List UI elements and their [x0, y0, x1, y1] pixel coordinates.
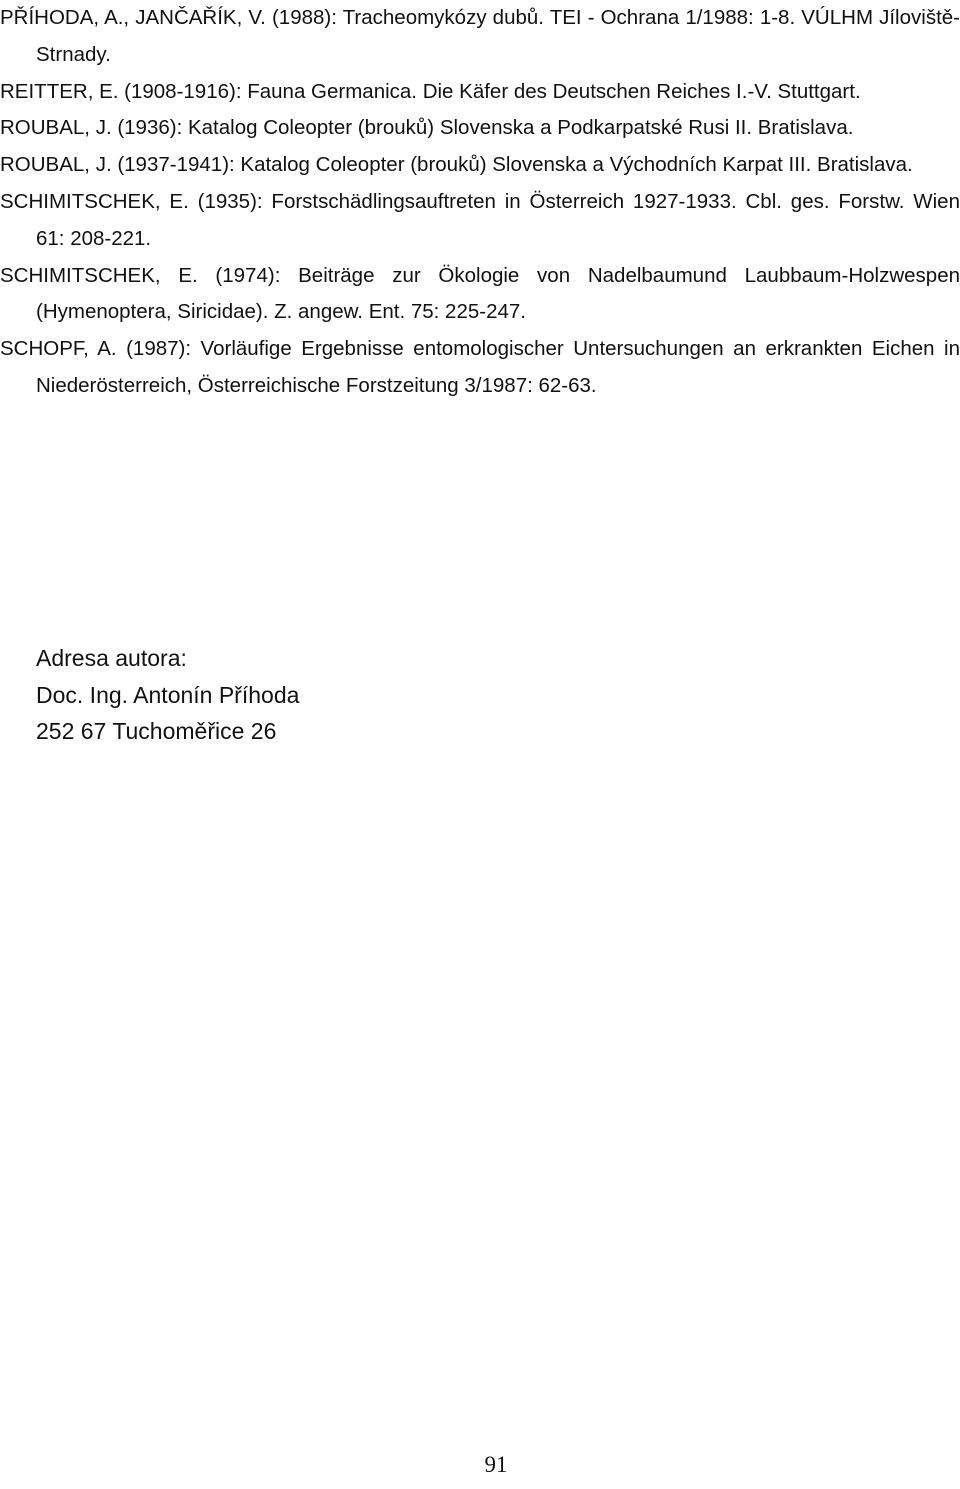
address-heading: Adresa autora:: [36, 645, 187, 671]
author-street-address: 252 67 Tuchoměřice 26: [36, 718, 277, 744]
reference-entry-prihoda-1988: PŘÍHODA, A., JANČAŘÍK, V. (1988): Tracheomykózy dubů. TEI - Ochrana 1/1988: 1-8. VÚLHM Jíloviště-Strnady.: [0, 6, 960, 66]
reference-entry-schimitschek-1935: SCHIMITSCHEK, E. (1935): Forstschädlingsauftreten in Österreich 1927-1933. Cbl. ges. Forstw. Wien 61: 208-221.: [0, 189, 960, 250]
reference-entry-schimitschek-1974: SCHIMITSCHEK, E. (1974): Beiträge zur Ökologie von Nadelbaumund Laubbaum-Holzwespen (Hymenoptera, Siricidae). Z. angew. Ent. 75: 225-247.: [0, 263, 960, 324]
reference-list: [0, 0, 960, 405]
reference-entry-reitter-1908: REITTER, E. (1908-1916): Fauna Germanica. Die Käfer des Deutschen Reiches I.-V. Stuttgart.: [0, 79, 861, 103]
author-name: Doc. Ing. Antonín Příhoda: [36, 681, 300, 708]
reference-entry-schopf-1987: SCHOPF, A. (1987): Vorläufige Ergebnisse entomologischer Untersuchungen an erkrankten Eichen in Niederösterreich, Österreichische Forstzeitung 3/1987: 62-63.: [0, 337, 960, 397]
reference-entry-roubal-1936: ROUBAL, J. (1936): Katalog Coleopter (brouků) Slovenska a Podkarpatské Rusi II. Bratislava.: [0, 116, 854, 140]
page-number: 91: [484, 1452, 508, 1477]
reference-entry-roubal-1937: ROUBAL, J. (1937-1941): Katalog Coleopter (brouků) Slovenska a Východních Karpat III. Bratislava.: [0, 153, 913, 177]
author-address-block: [36, 640, 299, 750]
